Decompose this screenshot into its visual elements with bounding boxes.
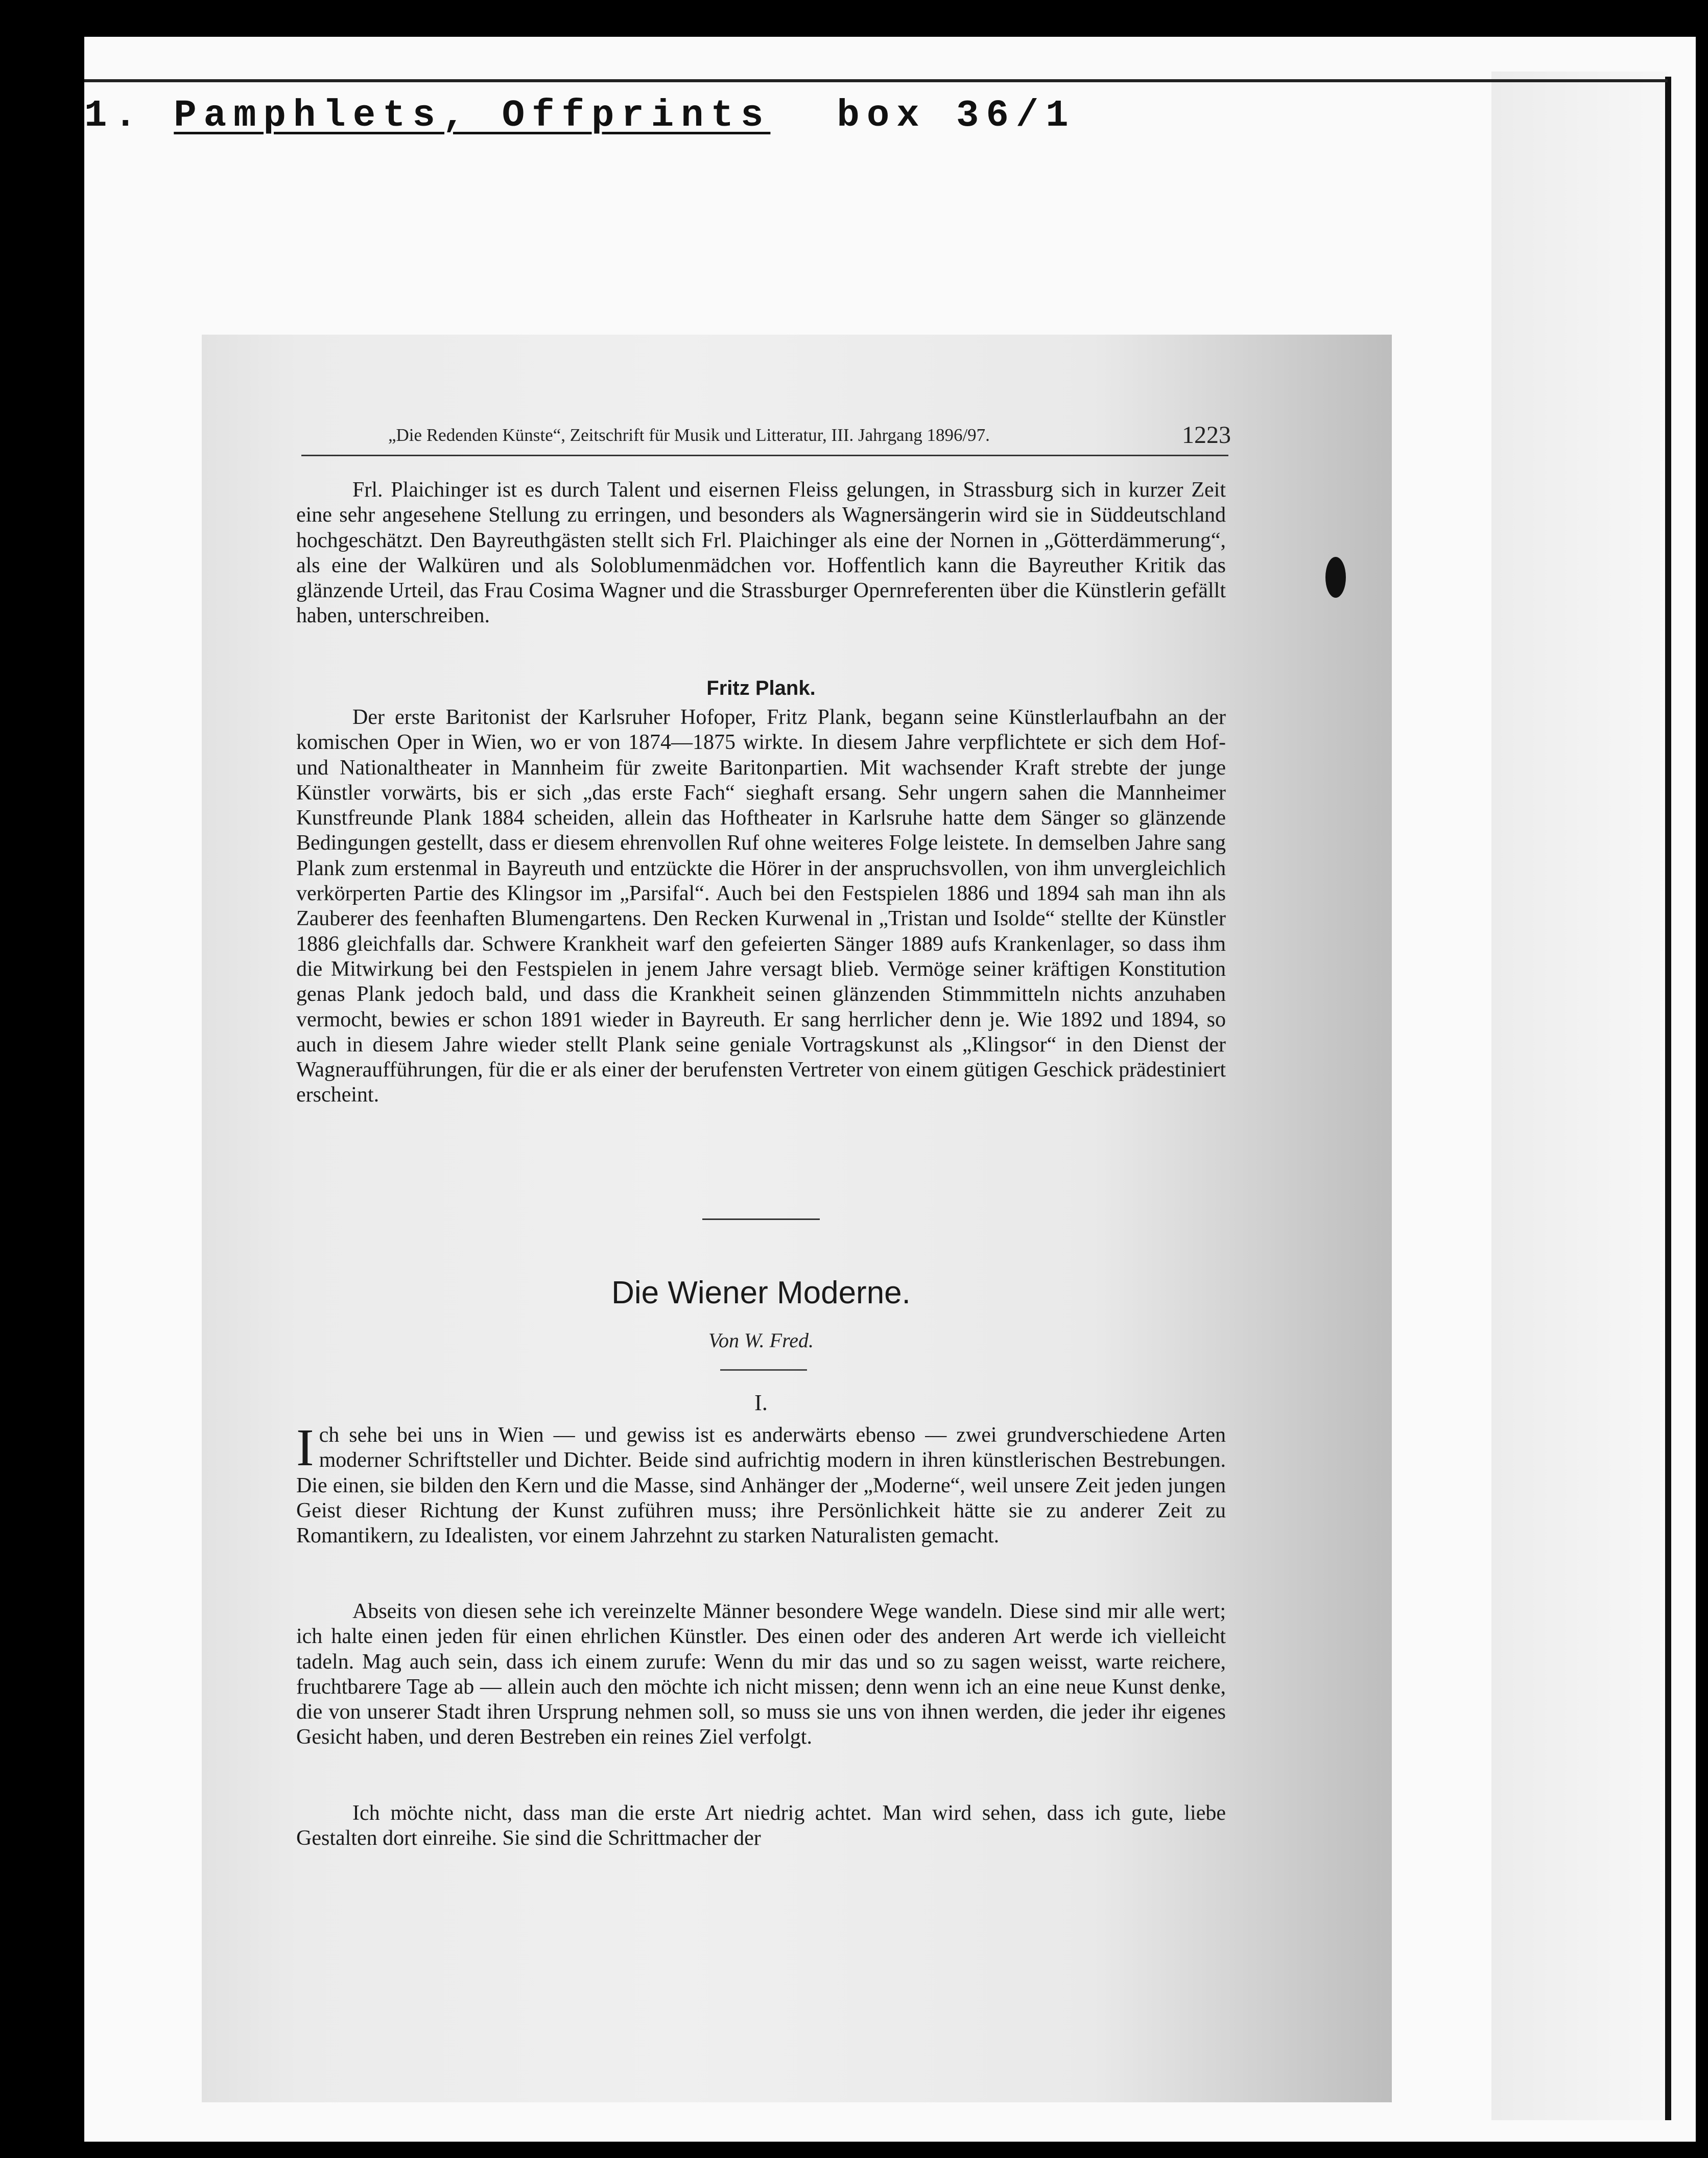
article-paragraph-2: Abseits von diesen sehe ich vereinzelte Männer besondere Wege wandeln. Diese sind mir alle wert; ich halte einen jeden für einen ehrlichen Künstler. Des einen oder des anderen Art werde ich vielleicht tadeln. Mag auch sein, dass ich einem zurufe: Wenn du mir das und so zu sagen weisst, warte reichere, fruchtbarere Tage ab — allein auch den möchte ich nicht missen; denn wenn ich an eine neue Kunst denke, die von unserer Stadt ihren Ursprung nehmen soll, so muss sie uns von ihnen werden, die jeder ihr eigenes Gesicht haben, und deren Bestreben ein reines Ziel verfolgt. — [296, 1600, 1226, 1749]
heading-fritz-plank: Fritz Plank. — [706, 677, 816, 699]
archive-label — [84, 95, 1076, 140]
label-box: box 36/1 — [837, 95, 1076, 137]
running-head-rule — [301, 455, 1228, 456]
article-byline: Von W. Fred. — [708, 1329, 814, 1352]
article-paragraph-3: Ich möchte nicht, dass man die erste Art niedrig achtet. Man wird sehen, dass ich gute, liebe Gestalten dort einreihe. Sie sind die Schrittmacher der — [296, 1801, 1226, 1850]
ink-stain — [1325, 557, 1346, 598]
card-shadow — [1491, 72, 1668, 2120]
article-title: Die Wiener Moderne. — [611, 1275, 911, 1310]
byline-rule — [720, 1369, 807, 1371]
paragraph-plaichinger: Frl. Plaichinger ist es durch Talent und eisernen Fleiss gelungen, in Strassburg sich in kurzer Zeit eine sehr angesehene Stellung zu erringen, und besonders als Wagnersängerin wird sie in Süddeutschland hochgeschätzt. Den Bayreuthgästen stellt sich Frl. Plaichinger als eine der Nornen in „Götterdämmerung“, als eine der Walküren und als Soloblumenmädchen vor. Hoffentlich kann die Bayreuther Kritik das glänzende Urteil, das Frau Cosima Wagner und die Strassburger Opernreferenten über die Künstlerin gefällt haben, unterschreiben. — [296, 478, 1226, 628]
running-head-text: „Die Redenden Künste“, Zeitschrift für Musik und Litteratur, III. Jahrgang 1896/97. — [388, 425, 990, 445]
label-item-number: 1. — [84, 95, 144, 137]
page-number: 1223 — [1182, 421, 1231, 449]
article-paragraph-1 — [296, 1418, 1226, 1549]
section-number: I. — [754, 1390, 768, 1415]
card-edge — [1665, 77, 1671, 2120]
card-top-rule — [84, 79, 1668, 82]
drop-cap: I — [296, 1418, 314, 1477]
label-collection: Pamphlets, Offprints — [174, 95, 771, 137]
article-paragraph-1-text: ch sehe bei uns in Wien — und gewiss ist es anderwärts ebenso — zwei grundverschiedene Arten moderner Schriftsteller und Dichter. Beide sind aufrichtig modern in ihren künstlerischen Bestrebungen. Die einen, sie bilden den Kern und die Masse, sind Anhänger der „Moderne“, weil unsere Zeit jeden jungen Geist dieser Richtung der Kunst zuführen muss; ihre Persönlichkeit hätte sie zu anderer Zeit zu Romantikern, zu Idealisten, vor einem Jahrzehnt zu starken Naturalisten gemacht. — [296, 1423, 1226, 1548]
running-head — [388, 421, 1231, 456]
paragraph-plank: Der erste Baritonist der Karlsruher Hofoper, Fritz Plank, begann seine Künstlerlaufbahn an der komischen Oper in Wien, wo er von 1874—1875 wirkte. In diesem Jahre verpflichtete er sich dem Hof- und Nationaltheater in Mannheim für zweite Baritonpartien. Mit wachsender Kraft strebte der junge Künstler vorwärts, bis er sich „das erste Fach“ sieghaft ersang. Sehr ungern sahen die Mannheimer Kunstfreunde Plank 1884 scheiden, allein das Hoftheater in Karlsruhe hatte dem Sänger so glänzende Bedingungen gestellt, dass er diesem ehrenvollen Ruf ohne weiteres Folge leistete. In demselben Jahre sang Plank zum erstenmal in Bayreuth und entzückte die Hörer in der anspruchsvollen, von ihm unvergleichlich verkörperten Partie des Klingsor im „Parsifal“. Auch bei den Festspielen 1886 und 1894 sah man ihn als Zauberer des feenhaften Blumengartens. Den Recken Kurwenal in „Tristan und Isolde“ stellte der Künstler 1886 gleichfalls dar. Schwere Krankheit warf den gefeierten Sänger 1889 aufs Krankenlager, so dass ihm die Mitwirkung bei den Festspielen in jenem Jahre versagt blieb. Vermöge seiner kräftigen Konstitution genas Plank jedoch bald, und dass die Krankheit seinen glänzenden Stimmmitteln nichts anzuhaben vermocht, bewies er schon 1891 wieder in Bayreuth. Er sang herrlicher denn je. Wie 1892 und 1894, so auch in diesem Jahre wieder stellt Plank seine geniale Vortragskunst als „Klingsor“ in den Dienst der Wagneraufführungen, für die er als einer der berufensten Vertreter von einem gütigen Geschick prädestiniert erscheint. — [296, 706, 1226, 1107]
section-separator — [702, 1218, 820, 1220]
